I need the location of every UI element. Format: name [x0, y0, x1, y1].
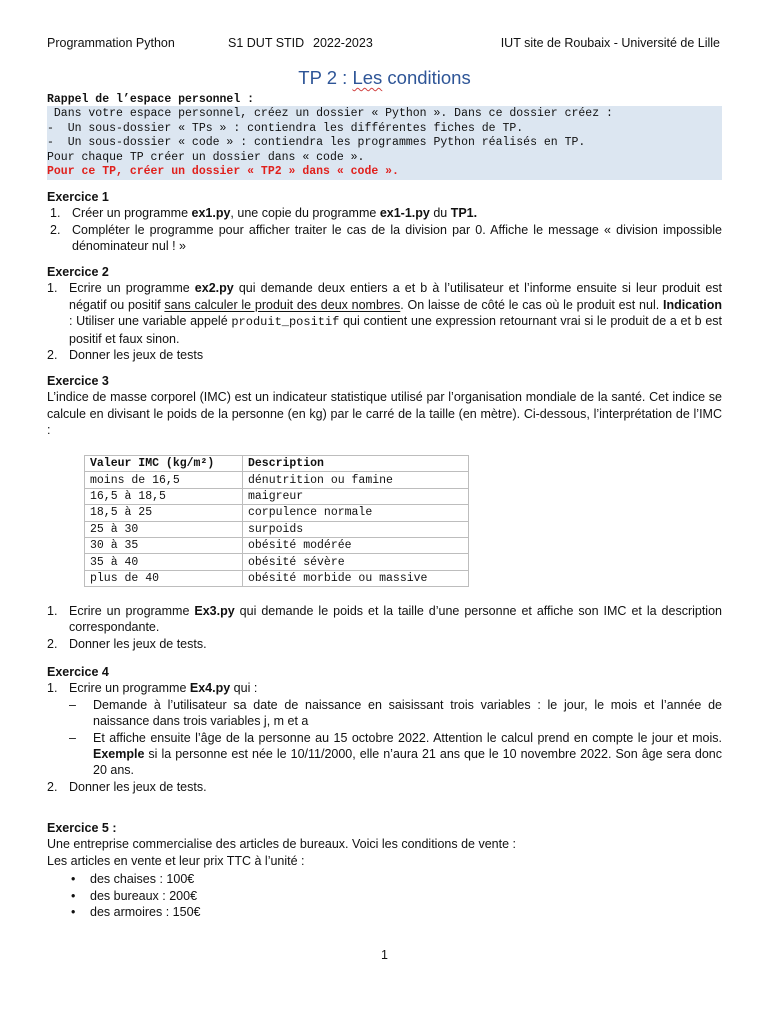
exercise-4-title: Exercice 4 [47, 665, 109, 679]
page-number: 1 [381, 948, 388, 962]
list-item: 2. Donner les jeux de tests. [47, 636, 207, 651]
table-row: plus de 40 obésité morbide ou massive [85, 570, 469, 586]
list-item: 1. Ecrire un programme Ex3.py qui demande le poids et la taille d’une personne et affiche son IMC et la description correspondante. [47, 604, 722, 635]
table-row: 30 à 35 obésité modérée [85, 537, 469, 553]
exercise-5-line: Les articles en vente et leur prix TTC à l’unité : [47, 853, 305, 868]
exercise-3-questions [47, 603, 722, 652]
exercise-5 [47, 820, 722, 920]
bullet-item: • des bureaux : 200€ [71, 888, 198, 903]
list-item: 2. Donner les jeux de tests [47, 348, 204, 363]
exercise-2 [47, 264, 722, 363]
exercise-4 [47, 664, 722, 795]
list-item: 2. Donner les jeux de tests. [47, 779, 207, 794]
reminder-box [47, 106, 722, 180]
list-item: 1. Ecrire un programme Ex4.py qui : [47, 681, 258, 696]
list-item: 1. Ecrire un programme ex2.py qui demande deux entiers a et b à l’utilisateur et l’informe ensuite si leur produit est négatif ou positif sans calculer le produit des deux nombres. On laisse de côté le cas où le produit est nul. Indication : Utiliser une variable appelé produit_positif qui contient une expression retournant vrai si le produit de a et b est positif et faux sinon. [47, 281, 723, 346]
exercise-3 [47, 373, 722, 439]
reminder-label: Rappel de l’espace personnel : [47, 93, 255, 106]
exercise-3-intro: L’indice de masse corporel (IMC) est un indicateur statistique utilisé par l’organisation mondiale de la santé. Cet indice se calcule en divisant le poids de la personne (en kg) par le carré de la taille (en mètre). Ci-dessous, l’interprétation de l’IMC : [47, 390, 722, 438]
header-program: S1 DUT STID [228, 36, 305, 50]
exercise-3-title: Exercice 3 [47, 374, 109, 388]
table-header: Description [243, 456, 469, 472]
table-header-row [85, 456, 469, 472]
reminder-line: - Un sous-dossier « TPs » : contiendra les différentes fiches de TP. [47, 121, 524, 135]
exercise-5-line: Une entreprise commercialise des articles de bureaux. Voici les conditions de vente : [47, 837, 516, 852]
sub-list-item: – Demande à l’utilisateur sa date de naissance en saisissant trois variables : le jour, le mois et l’année de naissance dans trois variables j, m et a [69, 697, 722, 729]
reminder-line: Dans votre espace personnel, créez un dossier « Python ». Dans ce dossier créez : [47, 107, 613, 120]
imc-table [84, 455, 469, 587]
sub-list-item: – Et affiche ensuite l’âge de la personne au 15 octobre 2022. Attention le calcul prend en compte le jour et mois. Exemple si la personne est née le 10/11/2000, elle n’aura 21 ans que le 10 novembre 2022. Son âge sera donc 20 ans. [69, 730, 722, 778]
bullet-item: • des armoires : 150€ [71, 905, 201, 920]
exercise-1-title: Exercice 1 [47, 190, 109, 204]
table-header: Valeur IMC (kg/m²) [85, 456, 243, 472]
table-row: moins de 16,5 dénutrition ou famine [85, 472, 469, 488]
exercise-5-title: Exercice 5 : [47, 821, 117, 835]
reminder-line: Pour chaque TP créer un dossier dans « code ». [47, 150, 365, 164]
table-row: 25 à 30 surpoids [85, 521, 469, 537]
header-institution: IUT site de Roubaix - Université de Lille [500, 36, 720, 50]
list-item: 2. Compléter le programme pour afficher traiter le cas de la division par 0. Affiche le message « division impossible dénominateur nul ! » [50, 222, 722, 254]
table-row: 35 à 40 obésité sévère [85, 554, 469, 570]
header-course: Programmation Python [47, 36, 175, 50]
reminder-highlight: Pour ce TP, créer un dossier « TP2 » dans « code ». [47, 165, 399, 179]
table-row: 16,5 à 18,5 maigreur [85, 488, 469, 504]
table-row: 18,5 à 25 corpulence normale [85, 505, 469, 521]
page-header [47, 36, 722, 52]
header-year: 2022-2023 [313, 36, 373, 50]
exercise-2-title: Exercice 2 [47, 265, 109, 279]
reminder-line: - Un sous-dossier « code » : contiendra les programmes Python réalisés en TP. [47, 136, 586, 150]
exercise-1 [47, 189, 722, 255]
page-title: TP 2 : Les conditions [298, 67, 471, 88]
bullet-item: • des chaises : 100€ [71, 872, 195, 887]
list-item: 1. Créer un programme ex1.py, une copie du programme ex1-1.py du TP1. [50, 206, 478, 221]
